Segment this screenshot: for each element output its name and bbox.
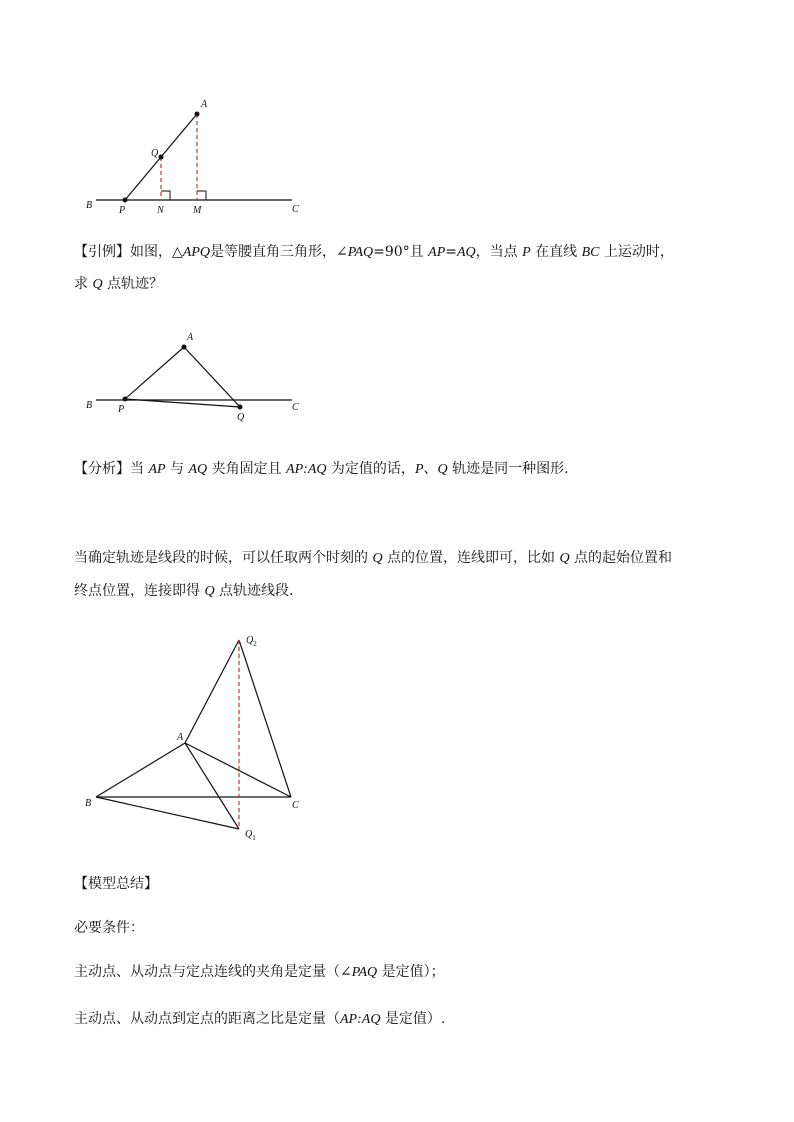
segment-aq1: [185, 743, 239, 829]
figure-3: [0, 625, 794, 850]
label-m: M: [193, 205, 202, 216]
figure-1: [0, 0, 794, 230]
label-q: Q: [151, 148, 159, 159]
necessary-conditions: 必要条件：: [74, 920, 144, 936]
segment-bq1: [96, 797, 239, 829]
segment-ba: [96, 743, 185, 797]
track-line-1: 当确定轨迹是线段的时候，可以任取两个时刻的 Q 点的位置，连线即可，比如 Q 点的起始位置和: [74, 550, 673, 566]
point-a: [182, 345, 187, 350]
figure-2: [0, 320, 794, 430]
label-c: C: [292, 204, 299, 215]
point-q: [159, 155, 164, 160]
condition-1: 主动点、从动点与定点连线的夹角是定量（∠PAQ 是定值）；: [74, 964, 445, 980]
label-a: A: [177, 732, 184, 743]
point-p: [123, 397, 128, 402]
label-b: B: [86, 400, 93, 411]
label-c: C: [292, 800, 299, 811]
label-p: P: [119, 205, 126, 216]
label-a: A: [201, 99, 208, 110]
label-p: P: [118, 404, 125, 415]
example-bracket: 【引例】: [74, 244, 130, 260]
point-p: [123, 198, 128, 203]
condition-2: 主动点、从动点到定点的距离之比是定量（AP:AQ 是定值）.: [74, 1011, 446, 1027]
segment-ac: [185, 743, 291, 797]
right-angle-mark-n: [161, 191, 170, 200]
analysis-line: 【分析】当 AP 与 AQ 夹角固定且 AP:AQ 为定值的话，P、Q 轨迹是同一种图形.: [74, 461, 569, 477]
segment-aq2: [185, 640, 239, 743]
analysis-bracket: 【分析】: [74, 461, 130, 477]
label-a: A: [187, 332, 194, 343]
label-b: B: [85, 798, 92, 809]
label-q2: $Q_2$: [246, 635, 257, 648]
label-b: B: [86, 200, 93, 211]
segment-q2c: [239, 640, 291, 797]
segment-aq: [184, 347, 240, 407]
example-line-2: 求 Q 点轨迹？: [74, 276, 164, 292]
point-a: [195, 112, 200, 117]
label-q1: $Q_1$: [245, 829, 256, 842]
label-n: N: [157, 205, 164, 216]
example-line-1: 【引例】如图，△APQ是等腰直角三角形，∠PAQ=90°且 AP=AQ，当点 P 在直线 BC 上运动时，: [74, 244, 674, 260]
track-line-2: 终点位置，连接即得 Q 点轨迹线段.: [74, 583, 294, 599]
right-angle-mark-m: [197, 191, 206, 200]
label-c: C: [292, 402, 299, 413]
label-q: Q: [237, 412, 245, 423]
point-q: [238, 405, 243, 410]
segment-pa: [125, 347, 184, 399]
summary-heading: 【模型总结】: [74, 876, 158, 892]
